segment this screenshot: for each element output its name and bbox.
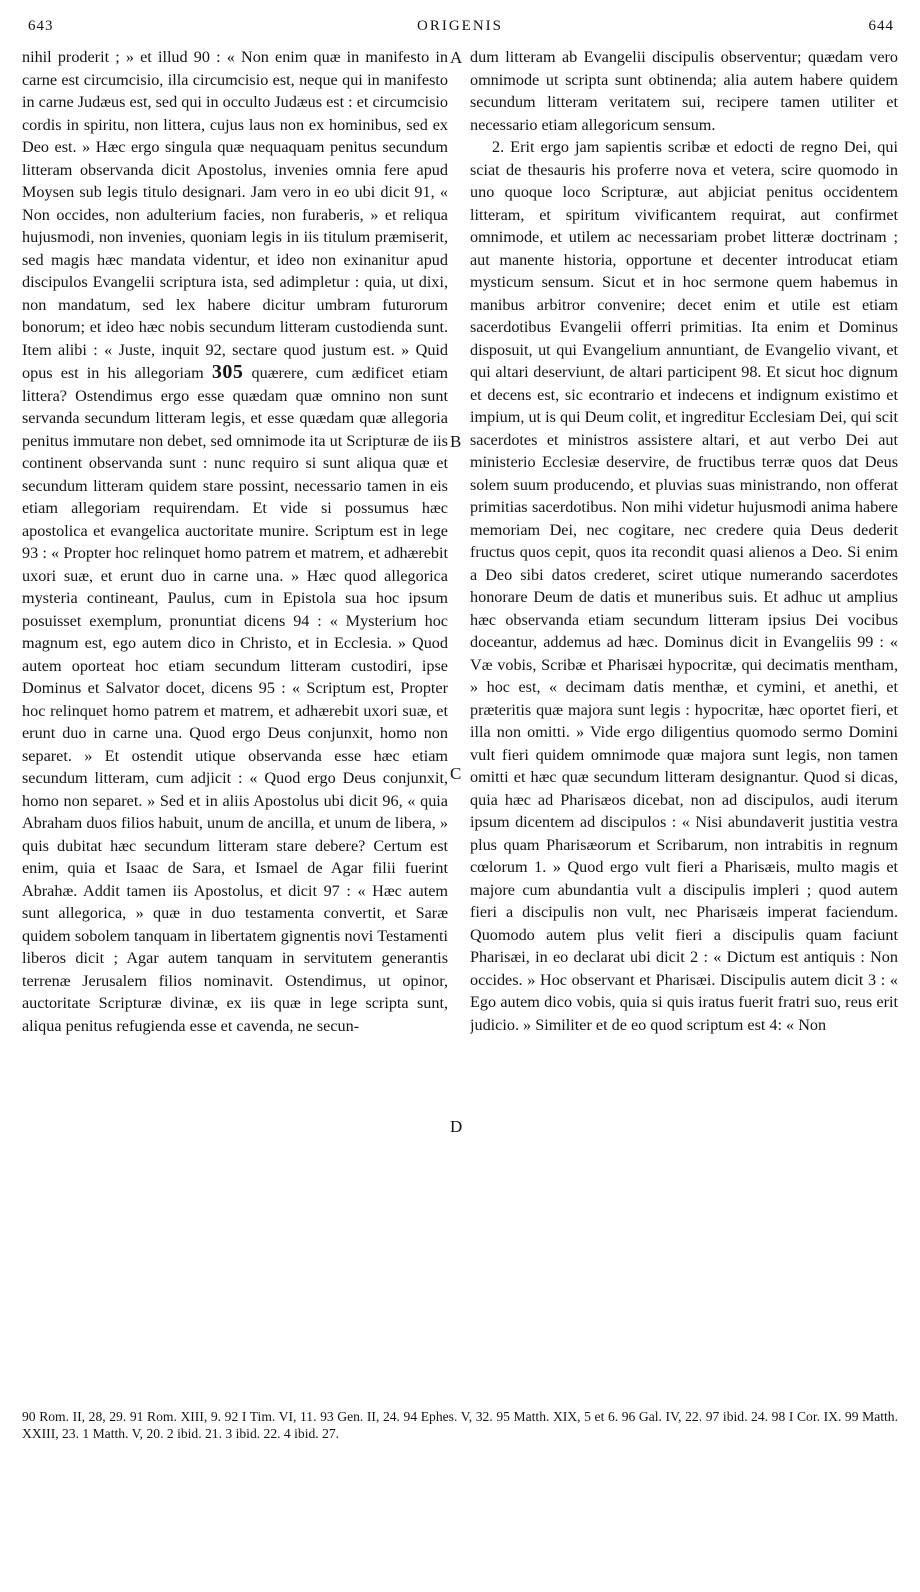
right-paragraph-2: 2. Erit ergo jam sapientis scribæ et edocti de regno Dei, qui sciat de thesauris his proferre nova et vetera, scire quomodo in uno quoque loco Scripturæ, aut abjiciat penitus occidentem litteram, et spiritum vivificantem requirat, aut confirmet omnimode, et utilem ac necessariam probet litteræ doctrinam ; aut manente historia, opportune et decenter introducat etiam mysticum sensum. Sicut et in hoc sermone quem habemus in manibus arbitror convenire; decet enim et utile est etiam sacerdotibus Evangelii offerri primitias. Ita enim et Dominus disposuit, ut qui Evangelium annuntiant, de Evangelio vivant, et qui altari deserviunt, de altari participent 98. Et sicut hoc dignum et decens est, sic econtrario et indecens et indignum existimo et impium, ut is qui Deum colit, et ingreditur Ecclesiam Dei, qui scit sacerdotes et ministros assistere altari, et aut verbo Dei aut ministerio Ecclesiæ deservire, de fructibus terræ quos dat Deus solem suum producendo, et pluvias suas ministrando, non offerat primitias sacerdotibus. Non mihi videtur hujusmodi anima habere memoriam Dei, nec cogitare, nec credere quia Deus dederit fructus quos cepit, quos ita recondit quasi alienos a Deo. Si enim a Deo sibi datos crederet, sciret utique numerando sacerdotes honorare Deum de datis et muneribus suis. Et adhuc ut amplius hæc observanda etiam secundum litteram ipsius Dei vocibus doceantur, addemus ad hæc. Dominus dicit in Evangeliis 99 : « Væ vobis, Scribæ et Pharisæi hypocritæ, qui decimatis mentham, » hoc est, « decimam datis menthæ, et cymini, et anethi, et præteritis quæ majora sunt legis : hypocritæ, hæc oportet fieri, et illa non omitti. » Vide ergo diligentius quomodo sermo Domini vult fieri quidem omnimode quæ majora sunt legis, non tamen omitti et hæc quæ secundum litteram designantur. Quod si dicas, quia hæc ad Pharisæos dicebat, non ad discipulos, audi iterum ipsum dicentem ad discipulos : « Nisi abundaverit justitia vestra plus quam Pharisæorum et Scribarum, non intrabitis in regnum cœlorum 1. » Quod ergo vult fieri a Pharisæis, multo magis et majore cum abundantia vult a discipulis impleri ; quod autem fieri a discipulis non vult, nec Pharisæis imperat faciendum. Quomodo autem plus velit fieri a discipulis quam faciunt Pharisæi, in eo declarat ubi dicit 2 : « Dictum est antiquis : Non occides. » Hoc observant et Pharisæi. Discipulis autem dicit 3 : « Ego autem dico vobis, quia si quis iratus fuerit fratri suo, reus erit judicio. » Similiter et de eo quod scriptum est 4: « Non — [470, 138, 898, 1034]
page-number-left: 643 — [28, 18, 54, 34]
left-text-after: quærere, cum ædificet etiam littera? Ostendimus ergo esse quædam quæ omnino non sunt servanda secundum litteram legis, et esse quædam quæ allegoria penitus immutare non debet, sed omnimode ita ut Scripturæ de iis continent observanda sunt : nunc requiro si sunt aliqua quæ et secundum litteram quidem stare possint, necessario tamen in eis etiam allegoriam requirendam. Et vide si possumus hæc apostolica et evangelica auctoritate munire. Scriptum est in lege 93 : « Propter hoc relinquet homo patrem et matrem, et adhærebit uxori suæ, et erunt duo in carne una. » Hæc quod allegorica mysteria contineant, Paulus, cum in Epistola sua hoc ipsum posuisset exemplum, pronuntiat dicens 94 : « Mysterium hoc magnum est, ego autem dico in Christo, et in Ecclesia. » Quod autem oporteat hoc etiam secundum litteram custodiri, ipse Dominus et Salvator docet, dicens 95 : « Scriptum est, Propter hoc relinquet homo patrem et matrem, et adhærebit uxori suæ, et erunt duo in carne una. Quod ergo Deus conjunxit, homo non separet. » Et ostendit utique observanda esse hæc etiam secundum litteram, cum adjicit : « Quod ergo Deus conjunxit, homo non separet. » Sed et in aliis Apostolus ubi dicit 96, « quia Abraham duos filios habuit, unum de ancilla, et unum de libera, » quis dubitat hæc secundum litteram stare debere? Certum est enim, quia et Isaac de Sara, et Ismael de Agar filii fuerint Abrahæ. Addit tamen iis Apostolus, et dicit 97 : « Hæc autem sunt allegorica, » quæ in duo testamenta convertit, et Saræ quidem sobolem tanquam in libertatem gignentis novi Testamenti liberos dicit ; Agar autem tanquam in servitutem generantis terrenæ Jerusalem filios nominavit. Ostendimus, ut opinor, auctoritate Scripturæ divinæ, ex iis quæ in lege scripta sunt, aliqua penitus refugienda esse et cavenda, ne secun- — [22, 364, 448, 1035]
original-page-number: 305 — [211, 361, 244, 383]
section-marker-c: C — [450, 764, 462, 783]
left-text-before: nihil proderit ; » et illud 90 : « Non enim quæ in manifesto in carne est circumcisio, illa circumcisio est, neque qui in manifesto in carne Judæus est, sed qui in occulto Judæus est : et circumcisio cordis in spiritu, non littera, cujus laus non ex hominibus, sed ex Deo est. » Hæc ergo singula quæ nequaquam penitus secundum litteram observanda dicit Apostolus, invenies omnia fere apud Moysen sub legis titulo designari. Jam vero in eo ubi dicit 91, « Non occides, non adulterium facies, non furaberis, » et reliqua hujusmodi, non invenies, quoniam legis in iis titulum præmiserit, sed magis hæc mandata videntur, et ideo non exinanitur apud discipulos Evangelii scriptura ista, sed adimpletur : quia, ut dixi, non mandatum, sed lex habere dicitur umbram futurorum bonorum; et ideo hæc nobis secundum litteram custodienda sunt. Item alibi : « Juste, inquit 92, sectare quod justum est. » Quid opus est in his allegoriam — [22, 48, 448, 382]
page-number-right: 644 — [868, 18, 894, 34]
right-paragraph-1: dum litteram ab Evangelii discipulis observentur; quædam vero omnimode ut scripta sunt obtinenda; alia autem habere quidem secundum litteram veritatem sui, recipere tamen utiliter et necessario etiam allegoricum sensum. — [470, 48, 898, 134]
section-marker-a: A — [450, 48, 463, 67]
section-marker-b: B — [450, 432, 462, 451]
section-marker-d: D — [450, 1117, 463, 1136]
right-column — [470, 46, 898, 1391]
running-title: ORIGENIS — [417, 18, 503, 34]
running-header — [22, 18, 898, 38]
footnotes: 90 Rom. II, 28, 29. 91 Rom. XIII, 9. 92 I Tim. VI, 11. 93 Gen. II, 24. 94 Ephes. V, 32. 95 Matth. XIX, 5 et 6. 96 Gal. IV, 22. 97 ibid. 24. 98 I Cor. IX. 99 Matth. XXIII, 23. 1 Matth. V, 20. 2 ibid. 21. 3 ibid. 22. 4 ibid. 27. — [22, 1409, 898, 1441]
left-column — [22, 46, 448, 1391]
left-column-text — [22, 46, 448, 1037]
